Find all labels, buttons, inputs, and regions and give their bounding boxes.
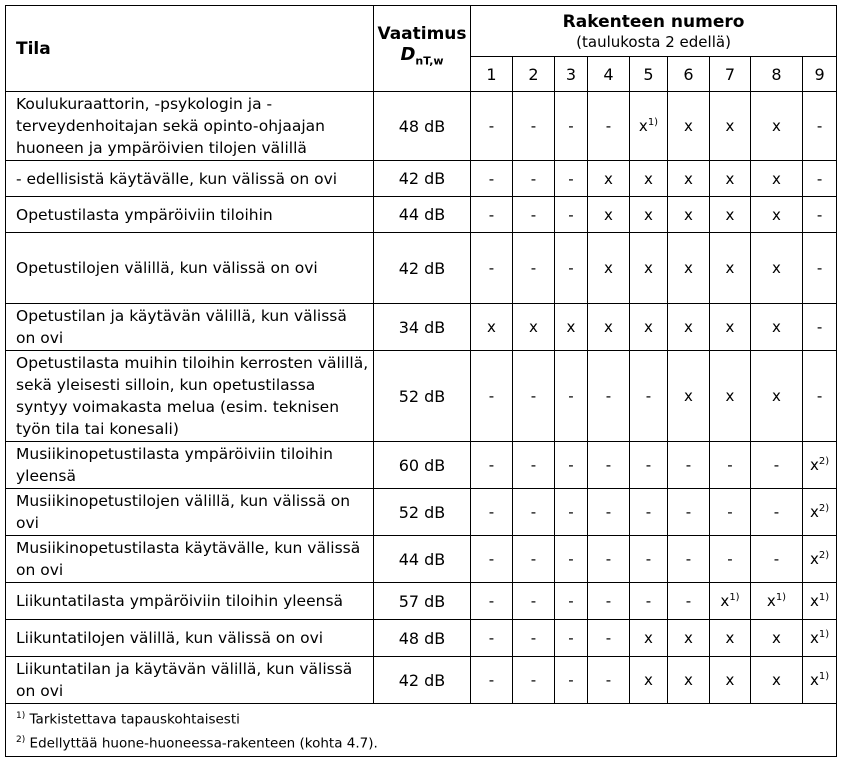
mark-symbol: -	[488, 169, 495, 188]
structure-mark-cell	[513, 583, 555, 620]
structure-mark-cell	[803, 351, 837, 442]
mark-symbol: x	[684, 629, 693, 647]
structure-mark-cell	[668, 161, 710, 197]
mark-footnote-ref: 2)	[818, 550, 830, 561]
structure-mark-cell	[668, 620, 710, 657]
mark-symbol: x	[725, 205, 735, 224]
structure-mark-cell	[471, 442, 513, 489]
mark-symbol: x	[809, 503, 819, 521]
structure-mark-cell	[710, 92, 751, 161]
mark-symbol: -	[605, 456, 612, 474]
column-header-tila: Tila	[6, 6, 374, 92]
structure-mark-cell	[588, 197, 630, 233]
vaatimus-symbol	[374, 44, 470, 73]
tila-cell: Liikuntatilasta ympäröiviin tiloihin yleensä	[6, 583, 374, 620]
table-row	[6, 583, 837, 620]
structure-mark-cell	[668, 583, 710, 620]
rakenne-title: Rakenteen numero	[562, 12, 745, 32]
structure-mark-cell	[513, 197, 555, 233]
requirement-cell: 60 dB	[374, 442, 471, 489]
structure-mark-cell	[588, 233, 630, 304]
tila-cell: Musiikinopetustilojen välillä, kun välissä on ovi	[6, 489, 374, 536]
table-row	[6, 620, 837, 657]
structure-mark-cell	[471, 233, 513, 304]
mark-symbol: -	[816, 318, 823, 336]
structure-mark-cell	[471, 536, 513, 583]
structure-mark-cell	[710, 304, 751, 351]
mark-symbol: -	[605, 629, 612, 647]
mark-symbol: x	[809, 592, 819, 610]
structure-number-3: 3	[555, 57, 588, 92]
mark-footnote-ref: 2)	[818, 503, 830, 514]
structure-mark-cell	[630, 233, 668, 304]
mark-symbol: -	[530, 259, 537, 277]
mark-symbol: x	[644, 629, 653, 647]
mark-symbol: -	[645, 503, 652, 521]
structure-mark-cell	[668, 536, 710, 583]
mark-symbol: -	[568, 629, 574, 647]
mark-symbol: -	[488, 592, 495, 610]
structure-mark-cell	[588, 620, 630, 657]
requirement-cell: 48 dB	[374, 620, 471, 657]
requirement-cell: 44 dB	[374, 536, 471, 583]
structure-mark-cell	[630, 583, 668, 620]
vaatimus-symbol-letter: D	[400, 44, 416, 66]
structure-mark-cell	[588, 657, 630, 704]
structure-mark-cell	[513, 351, 555, 442]
mark-symbol: x	[725, 169, 735, 188]
table-row	[6, 161, 837, 197]
mark-symbol: x	[772, 671, 781, 689]
structure-mark-cell	[751, 536, 803, 583]
mark-symbol: -	[530, 456, 537, 474]
structure-mark-cell	[630, 536, 668, 583]
mark-symbol: -	[530, 503, 537, 521]
structure-mark-cell	[630, 489, 668, 536]
footnote-mark: 2)	[16, 734, 26, 745]
mark-symbol: x	[725, 318, 735, 336]
mark-symbol: -	[605, 550, 612, 568]
requirement-cell: 42 dB	[374, 233, 471, 304]
structure-mark-cell	[555, 489, 588, 536]
mark-symbol: x	[604, 259, 613, 277]
mark-symbol: -	[816, 169, 823, 188]
mark-symbol: x	[644, 259, 653, 277]
mark-symbol: -	[816, 205, 823, 224]
mark-symbol: -	[685, 456, 692, 474]
structure-number-5: 5	[630, 57, 668, 92]
mark-symbol: -	[605, 503, 612, 521]
mark-symbol: -	[816, 259, 823, 277]
table-row	[6, 489, 837, 536]
structure-mark-cell	[710, 657, 751, 704]
tila-cell: Opetustilasta muihin tiloihin kerrosten välillä, sekä yleisesti silloin, kun opetustilassa syntyy voimakasta melua (esim. teknisen työn tila tai konesali)	[6, 351, 374, 442]
tila-cell: - edellisistä käytävälle, kun välissä on ovi	[6, 161, 374, 197]
structure-mark-cell	[555, 536, 588, 583]
structure-mark-cell	[588, 161, 630, 197]
mark-symbol: -	[568, 592, 574, 610]
vaatimus-label: Vaatimus	[377, 24, 467, 45]
structure-mark-cell	[555, 233, 588, 304]
structure-mark-cell	[751, 304, 803, 351]
structure-mark-cell	[471, 583, 513, 620]
table-row	[6, 657, 837, 704]
structure-number-7: 7	[710, 57, 751, 92]
mark-symbol: -	[645, 456, 652, 474]
structure-mark-cell	[630, 620, 668, 657]
tila-cell: Opetustilojen välillä, kun välissä on ovi	[6, 233, 374, 304]
table-row	[6, 442, 837, 489]
structure-number-8: 8	[751, 57, 803, 92]
structure-mark-cell	[555, 620, 588, 657]
structure-mark-cell	[803, 657, 837, 704]
mark-symbol: x	[644, 205, 653, 224]
mark-symbol: -	[773, 456, 780, 474]
mark-symbol: x	[529, 318, 538, 336]
structure-mark-cell	[751, 620, 803, 657]
structure-mark-cell	[668, 489, 710, 536]
mark-symbol: x	[725, 259, 735, 277]
mark-symbol: x	[772, 259, 781, 277]
mark-symbol: -	[685, 550, 692, 568]
mark-symbol: -	[727, 503, 733, 521]
mark-symbol: -	[488, 117, 495, 135]
table-row	[6, 197, 837, 233]
structure-mark-cell	[710, 351, 751, 442]
structure-mark-cell	[751, 489, 803, 536]
mark-symbol: -	[568, 259, 574, 277]
mark-symbol: x	[772, 629, 781, 647]
mark-symbol: -	[530, 671, 537, 689]
mark-symbol: -	[605, 387, 612, 405]
mark-symbol: x	[772, 387, 781, 405]
structure-mark-cell	[471, 351, 513, 442]
structure-mark-cell	[751, 583, 803, 620]
structure-mark-cell	[513, 304, 555, 351]
mark-symbol: x	[725, 387, 735, 405]
footnotes	[6, 704, 837, 757]
mark-symbol: x	[684, 259, 693, 277]
structure-number-1: 1	[471, 57, 513, 92]
mark-symbol: -	[530, 629, 537, 647]
mark-symbol: -	[488, 205, 495, 224]
mark-footnote-ref: 1)	[729, 592, 740, 603]
structure-mark-cell	[751, 197, 803, 233]
footnote-line	[16, 706, 836, 730]
mark-symbol: -	[685, 503, 692, 521]
structure-mark-cell	[630, 442, 668, 489]
mark-symbol: x	[684, 205, 693, 224]
footnote-text: Edellyttää huone-huoneessa-rakenteen (kohta 4.7).	[29, 735, 378, 751]
mark-symbol: x	[487, 318, 496, 336]
structure-mark-cell	[803, 197, 837, 233]
structure-mark-cell	[668, 233, 710, 304]
mark-symbol: -	[488, 259, 495, 277]
mark-symbol: -	[568, 456, 574, 474]
structure-mark-cell	[513, 442, 555, 489]
mark-footnote-ref: 1)	[775, 592, 787, 603]
requirement-cell: 34 dB	[374, 304, 471, 351]
mark-symbol: x	[725, 117, 735, 135]
table-row	[6, 92, 837, 161]
mark-symbol: x	[644, 169, 653, 188]
requirement-cell: 42 dB	[374, 657, 471, 704]
structure-mark-cell	[555, 304, 588, 351]
mark-symbol: -	[816, 117, 823, 135]
structure-mark-cell	[751, 233, 803, 304]
requirement-cell: 48 dB	[374, 92, 471, 161]
requirement-cell: 42 dB	[374, 161, 471, 197]
structure-number-6: 6	[668, 57, 710, 92]
mark-symbol: -	[488, 671, 495, 689]
structure-mark-cell	[555, 657, 588, 704]
rakenne-subtitle: (taulukosta 2 edellä)	[576, 33, 731, 51]
requirement-cell: 57 dB	[374, 583, 471, 620]
structure-mark-cell	[555, 351, 588, 442]
mark-footnote-ref: 1)	[818, 592, 830, 603]
mark-symbol: -	[530, 592, 537, 610]
requirement-cell: 52 dB	[374, 489, 471, 536]
mark-symbol: x	[725, 629, 735, 647]
mark-symbol: -	[568, 387, 574, 405]
mark-symbol: x	[684, 169, 693, 188]
mark-symbol: x	[604, 318, 613, 336]
structure-mark-cell	[668, 351, 710, 442]
header-row	[6, 6, 837, 57]
structure-mark-cell	[710, 536, 751, 583]
structure-mark-cell	[668, 197, 710, 233]
table-row	[6, 304, 837, 351]
structure-mark-cell	[630, 161, 668, 197]
structure-mark-cell	[588, 489, 630, 536]
structure-mark-cell	[555, 92, 588, 161]
structure-mark-cell	[751, 657, 803, 704]
column-header-rakenne	[471, 6, 837, 57]
structure-mark-cell	[668, 304, 710, 351]
structure-mark-cell	[513, 161, 555, 197]
mark-symbol: -	[530, 205, 537, 224]
mark-symbol: -	[773, 550, 780, 568]
structure-mark-cell	[471, 304, 513, 351]
mark-symbol: x	[809, 550, 819, 568]
tila-cell: Opetustilasta ympäröiviin tiloihin	[6, 197, 374, 233]
mark-symbol: -	[568, 117, 574, 135]
structure-mark-cell	[588, 92, 630, 161]
mark-symbol: -	[530, 169, 537, 188]
footnote-mark: 1)	[16, 711, 26, 721]
structure-mark-cell	[751, 442, 803, 489]
mark-symbol: -	[645, 592, 652, 610]
requirement-cell: 52 dB	[374, 351, 471, 442]
structure-mark-cell	[555, 583, 588, 620]
structure-mark-cell	[471, 197, 513, 233]
structure-mark-cell	[710, 161, 751, 197]
structure-mark-cell	[710, 583, 751, 620]
structure-mark-cell	[803, 233, 837, 304]
column-header-vaatimus	[374, 6, 471, 92]
mark-symbol: x	[684, 387, 693, 405]
structure-mark-cell	[630, 657, 668, 704]
structure-mark-cell	[630, 351, 668, 442]
structure-mark-cell	[513, 92, 555, 161]
structure-mark-cell	[803, 489, 837, 536]
mark-symbol: -	[530, 387, 537, 405]
mark-footnote-ref: 1)	[818, 629, 830, 640]
mark-symbol: x	[725, 671, 735, 689]
mark-symbol: -	[488, 550, 495, 568]
structure-mark-cell	[588, 583, 630, 620]
mark-symbol: -	[568, 503, 574, 521]
mark-symbol: x	[644, 318, 653, 336]
mark-symbol: x	[809, 671, 819, 689]
mark-symbol: -	[605, 117, 612, 135]
structure-mark-cell	[513, 620, 555, 657]
structure-mark-cell	[471, 161, 513, 197]
mark-symbol: -	[488, 387, 495, 405]
structure-mark-cell	[555, 197, 588, 233]
requirement-cell: 44 dB	[374, 197, 471, 233]
tila-cell: Musiikinopetustilasta käytävälle, kun välissä on ovi	[6, 536, 374, 583]
structure-mark-cell	[471, 489, 513, 536]
mark-symbol: -	[530, 117, 537, 135]
mark-symbol: x	[772, 318, 781, 336]
mark-symbol: -	[488, 503, 495, 521]
structure-mark-cell	[751, 161, 803, 197]
mark-symbol: -	[645, 550, 652, 568]
mark-symbol: -	[488, 629, 495, 647]
footnote-text: Tarkistettava tapauskohtaisesti	[29, 711, 240, 728]
mark-symbol: x	[604, 169, 613, 188]
structure-mark-cell	[555, 161, 588, 197]
structure-mark-cell	[513, 657, 555, 704]
structure-mark-cell	[630, 92, 668, 161]
mark-symbol: x	[772, 169, 781, 188]
structure-mark-cell	[630, 197, 668, 233]
structure-mark-cell	[803, 620, 837, 657]
mark-symbol: x	[644, 671, 653, 689]
mark-symbol: x	[772, 117, 781, 135]
table-row	[6, 233, 837, 304]
requirements-table	[5, 5, 837, 757]
structure-mark-cell	[471, 657, 513, 704]
structure-mark-cell	[751, 351, 803, 442]
mark-symbol: -	[605, 592, 612, 610]
tila-cell: Musiikinopetustilasta ympäröiviin tiloihin yleensä	[6, 442, 374, 489]
structure-mark-cell	[630, 304, 668, 351]
structure-mark-cell	[803, 442, 837, 489]
mark-symbol: x	[720, 592, 730, 610]
mark-symbol: -	[568, 205, 574, 224]
structure-mark-cell	[668, 657, 710, 704]
mark-symbol: -	[727, 550, 733, 568]
mark-symbol: x	[772, 205, 781, 224]
mark-symbol: x	[684, 117, 693, 135]
structure-number-2: 2	[513, 57, 555, 92]
mark-symbol: -	[645, 387, 652, 405]
structure-mark-cell	[588, 442, 630, 489]
structure-mark-cell	[555, 442, 588, 489]
mark-symbol: -	[530, 550, 537, 568]
requirements-table-document	[5, 5, 836, 757]
structure-mark-cell	[471, 92, 513, 161]
mark-symbol: -	[605, 671, 612, 689]
mark-symbol: -	[568, 671, 574, 689]
structure-mark-cell	[803, 92, 837, 161]
mark-footnote-ref: 2)	[818, 456, 830, 467]
mark-symbol: x	[684, 318, 693, 336]
mark-symbol: x	[638, 117, 648, 135]
mark-symbol: x	[809, 456, 819, 474]
mark-symbol: -	[568, 169, 574, 188]
structure-mark-cell	[588, 351, 630, 442]
structure-mark-cell	[471, 620, 513, 657]
mark-symbol: x	[684, 671, 693, 689]
mark-footnote-ref: 1)	[647, 117, 659, 128]
mark-symbol: -	[816, 387, 823, 405]
tila-cell: Liikuntatilan ja käytävän välillä, kun välissä on ovi	[6, 657, 374, 704]
tila-cell: Koulukuraattorin, -psykologin ja -terveydenhoitajan sekä opinto-ohjaajan huoneen ja ympäröivien tilojen välillä	[6, 92, 374, 161]
tila-cell: Liikuntatilojen välillä, kun välissä on ovi	[6, 620, 374, 657]
footnote-row	[6, 704, 837, 757]
vaatimus-subscript: nT,w	[415, 54, 444, 68]
table-row	[6, 351, 837, 442]
tila-cell: Opetustilan ja käytävän välillä, kun välissä on ovi	[6, 304, 374, 351]
structure-mark-cell	[803, 161, 837, 197]
mark-symbol: x	[566, 318, 576, 336]
structure-mark-cell	[710, 442, 751, 489]
structure-mark-cell	[513, 536, 555, 583]
structure-mark-cell	[513, 489, 555, 536]
structure-mark-cell	[710, 489, 751, 536]
mark-symbol: -	[685, 592, 692, 610]
structure-mark-cell	[710, 233, 751, 304]
mark-symbol: -	[773, 503, 780, 521]
mark-symbol: x	[604, 205, 613, 224]
mark-symbol: -	[727, 456, 733, 474]
structure-mark-cell	[803, 536, 837, 583]
structure-mark-cell	[803, 583, 837, 620]
structure-mark-cell	[513, 233, 555, 304]
footnote-line	[16, 730, 836, 754]
structure-mark-cell	[803, 304, 837, 351]
structure-number-4: 4	[588, 57, 630, 92]
structure-mark-cell	[588, 304, 630, 351]
structure-mark-cell	[751, 92, 803, 161]
mark-symbol: -	[488, 456, 495, 474]
structure-number-9: 9	[803, 57, 837, 92]
table-row	[6, 536, 837, 583]
mark-symbol: x	[766, 592, 776, 610]
structure-mark-cell	[588, 536, 630, 583]
mark-symbol: -	[568, 550, 574, 568]
mark-symbol: x	[809, 629, 819, 647]
structure-mark-cell	[710, 620, 751, 657]
mark-footnote-ref: 1)	[818, 671, 830, 682]
structure-mark-cell	[710, 197, 751, 233]
structure-mark-cell	[668, 92, 710, 161]
structure-mark-cell	[668, 442, 710, 489]
